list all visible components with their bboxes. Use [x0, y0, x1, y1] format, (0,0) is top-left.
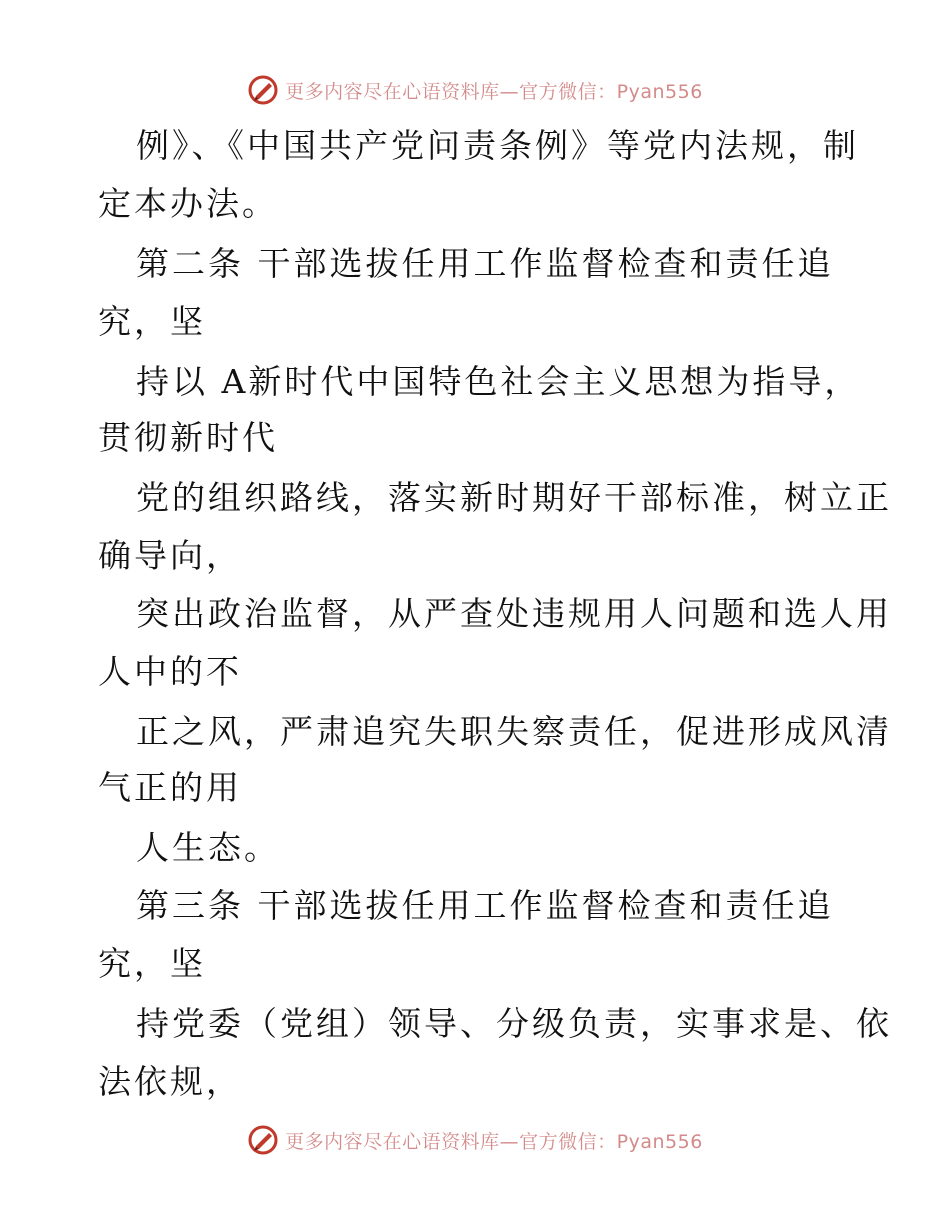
text-line: 究，坚	[98, 302, 206, 341]
text-line: 持以 A新时代中国特色社会主义思想为指导，	[136, 362, 861, 401]
text-line: 究，坚	[98, 944, 206, 983]
text-line: 第二条 干部选拔任用工作监督检查和责任追	[136, 244, 834, 283]
pen-logo-icon	[247, 1124, 279, 1156]
text-line: 人生态。	[136, 828, 280, 867]
text-line: 第三条 干部选拔任用工作监督检查和责任追	[136, 886, 834, 925]
text-line: 确导向，	[98, 536, 242, 575]
text-line: 法依规，	[98, 1062, 242, 1101]
text-line: 气正的用	[98, 768, 242, 807]
text-line: 贯彻新时代	[98, 418, 278, 457]
text-line: 突出政治监督，从严查处违规用人问题和选人用	[136, 594, 892, 633]
text-line: 党的组织路线，落实新时期好干部标准，树立正	[136, 478, 892, 517]
text-line: 人中的不	[98, 652, 242, 691]
text-line: 定本办法。	[98, 184, 278, 223]
text-line: 持党委（党组）领导、分级负责，实事求是、依	[136, 1004, 892, 1043]
footer-watermark	[0, 1120, 950, 1160]
watermark-text: 更多内容尽在心语资料库—官方微信：Pyan556	[285, 80, 703, 103]
header-watermark	[0, 70, 950, 110]
text-line: 例》、《中国共产党问责条例》等党内法规，制	[136, 126, 859, 165]
watermark-text: 更多内容尽在心语资料库—官方微信：Pyan556	[285, 1130, 703, 1153]
text-line: 正之风，严肃追究失职失察责任，促进形成风清	[136, 712, 892, 751]
pen-logo-icon	[247, 74, 279, 106]
